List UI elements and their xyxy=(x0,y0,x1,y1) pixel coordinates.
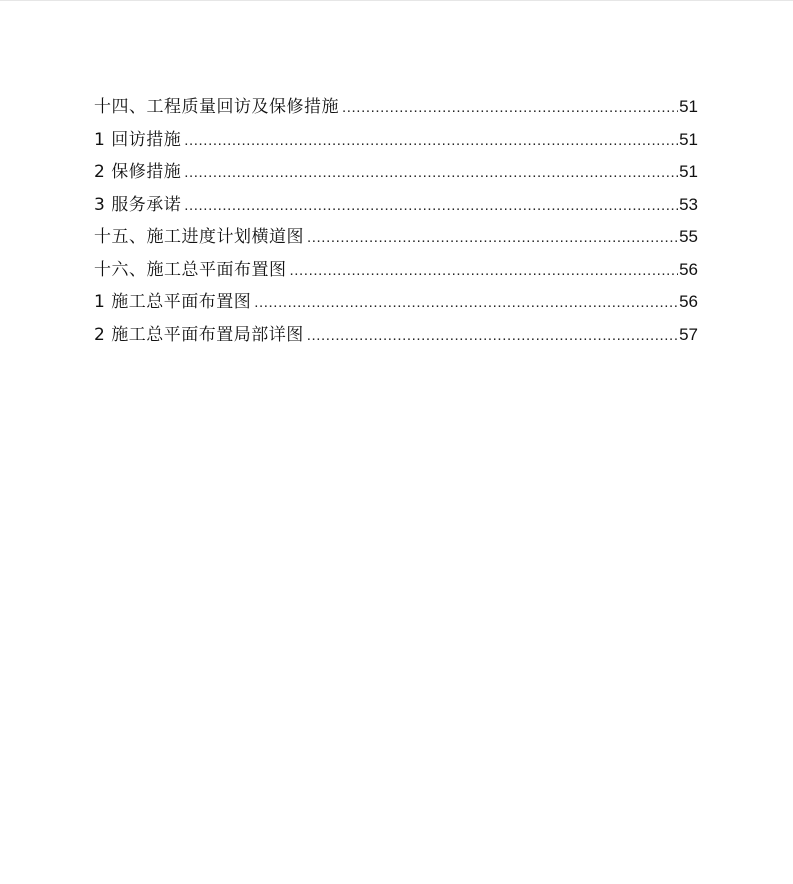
toc-entry-title: 2 施工总平面布置局部详图 xyxy=(94,324,304,345)
toc-entry-title: 3 服务承诺 xyxy=(94,194,182,215)
toc-entry-page-number: 51 xyxy=(679,97,698,116)
toc-dot-leader xyxy=(307,222,678,255)
toc-entry-title: 十四、工程质量回访及保修措施 xyxy=(94,97,339,117)
toc-entry[interactable] xyxy=(94,319,698,352)
toc-dot-leader xyxy=(184,157,678,190)
toc-entry-page-number: 55 xyxy=(679,227,698,246)
toc-entry-title: 2 保修措施 xyxy=(94,162,182,182)
toc-entry-page-number: 56 xyxy=(679,259,698,279)
toc-entry-page-number: 57 xyxy=(679,324,698,344)
toc-entry[interactable] xyxy=(94,189,698,222)
toc-entry-page-number: 51 xyxy=(679,129,698,149)
toc-entry-page-number: 53 xyxy=(679,194,698,214)
toc-entry-title: 1 回访措施 xyxy=(94,129,182,150)
toc-dot-leader xyxy=(290,255,679,288)
toc-entry-page-number: 56 xyxy=(679,292,698,311)
toc-entry[interactable] xyxy=(94,221,698,254)
toc-dot-leader xyxy=(307,320,678,353)
table-of-contents xyxy=(94,91,698,351)
toc-entry[interactable] xyxy=(94,254,698,287)
toc-dot-leader xyxy=(184,125,678,158)
toc-entry-page-number: 51 xyxy=(679,162,698,181)
toc-entry[interactable] xyxy=(94,156,698,189)
toc-dot-leader xyxy=(254,287,678,320)
toc-entry-title: 1 施工总平面布置图 xyxy=(94,292,252,312)
toc-entry[interactable] xyxy=(94,91,698,124)
toc-entry[interactable] xyxy=(94,124,698,157)
toc-entry-title: 十五、施工进度计划横道图 xyxy=(94,227,304,247)
toc-dot-leader xyxy=(184,190,678,223)
toc-dot-leader xyxy=(342,92,678,125)
toc-entry-title: 十六、施工总平面布置图 xyxy=(94,259,287,280)
toc-entry[interactable] xyxy=(94,286,698,319)
